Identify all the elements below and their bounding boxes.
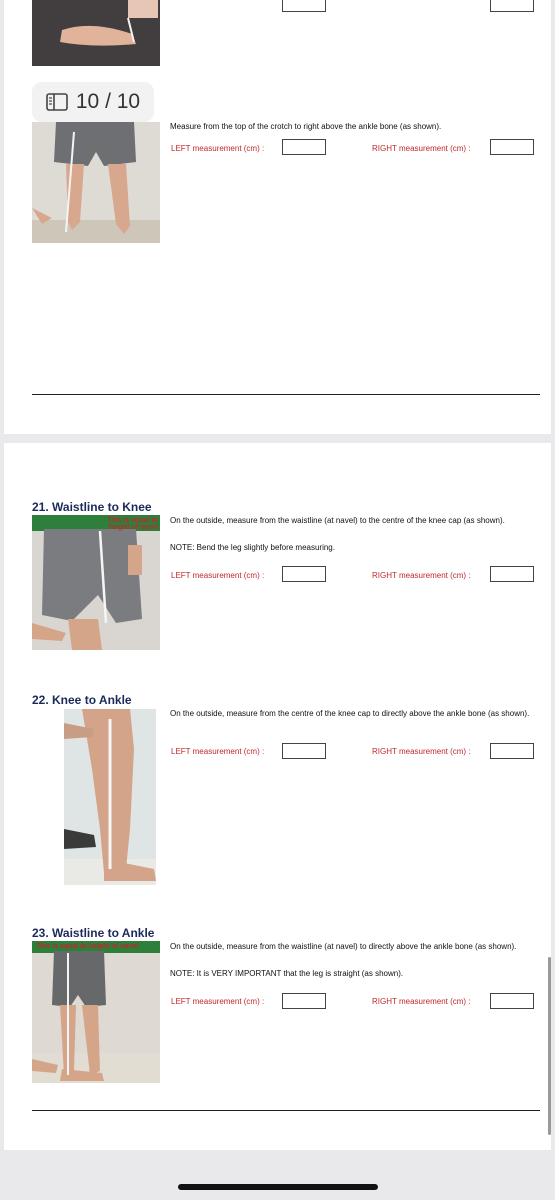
section-21-right-input[interactable] [490,566,534,582]
section-23-left-label: LEFT measurement (cm) : [171,997,265,1006]
section-title-21: 21. Waistline to Knee [32,500,152,514]
document-page-top [4,0,551,434]
section-21-right-label: RIGHT measurement (cm) : [372,571,471,580]
page-indicator-text: 10 / 10 [75,90,141,113]
section-21-description: On the outside, measure from the waistline (at navel) to the centre of the knee cap (as shown). [170,516,505,525]
section-title-22: 22. Knee to Ankle [32,693,132,707]
page-bottom-divider-line [32,1110,540,1111]
photo-knee-to-ankle [64,709,156,885]
section-22-description: On the outside, measure from the centre of the knee cap to directly above the ankle bone (as shown). [170,709,530,718]
section-21-left-label: LEFT measurement (cm) : [171,571,265,580]
photo-foot-measure [32,0,160,66]
photo-crotch-to-ankle [32,122,160,243]
section-23-left-input[interactable] [282,993,326,1009]
photo-crotch-to-ankle-image [32,122,160,243]
page-indicator-badge[interactable] [32,82,154,122]
right-measurement-input[interactable] [490,139,534,155]
section-22-right-label: RIGHT measurement (cm) : [372,747,471,756]
crotch-to-ankle-description: Measure from the top of the crotch to right above the ankle bone (as shown). [170,122,442,131]
left-measurement-label: LEFT measurement (cm) : [171,144,265,153]
caption-23: This is equal to height of navel [36,943,139,950]
section-title-23: 23. Waistline to Ankle [32,926,155,940]
sidebar-icon [46,93,68,111]
left-measurement-box-prev[interactable] [282,0,326,12]
scrollbar-thumb[interactable] [548,957,551,1135]
photo-waistline-to-ankle-image [32,941,160,1083]
section-21-left-input[interactable] [282,566,326,582]
caption-21: This is equal to height of navel [107,517,158,531]
right-measurement-label: RIGHT measurement (cm) : [372,144,471,153]
photo-waistline-to-ankle [32,941,160,1083]
left-measurement-input[interactable] [282,139,326,155]
photo-foot-image [32,0,160,66]
section-23-description: On the outside, measure from the waistline (at navel) to directly above the ankle bone (as shown). [170,942,517,951]
section-23-note: NOTE: It is VERY IMPORTANT that the leg is straight (as shown). [170,969,404,978]
document-page-bottom [4,443,551,1150]
section-23-right-input[interactable] [490,993,534,1009]
section-22-left-input[interactable] [282,743,326,759]
section-22-left-label: LEFT measurement (cm) : [171,747,265,756]
photo-waistline-to-knee-image [32,515,160,650]
photo-knee-to-ankle-image [64,709,156,885]
section-23-right-label: RIGHT measurement (cm) : [372,997,471,1006]
page-divider-line [32,394,540,395]
photo-waistline-to-knee [32,515,160,650]
section-22-right-input[interactable] [490,743,534,759]
section-21-note: NOTE: Bend the leg slightly before measuring. [170,543,335,552]
right-measurement-box-prev[interactable] [490,0,534,12]
home-indicator[interactable] [178,1184,378,1190]
